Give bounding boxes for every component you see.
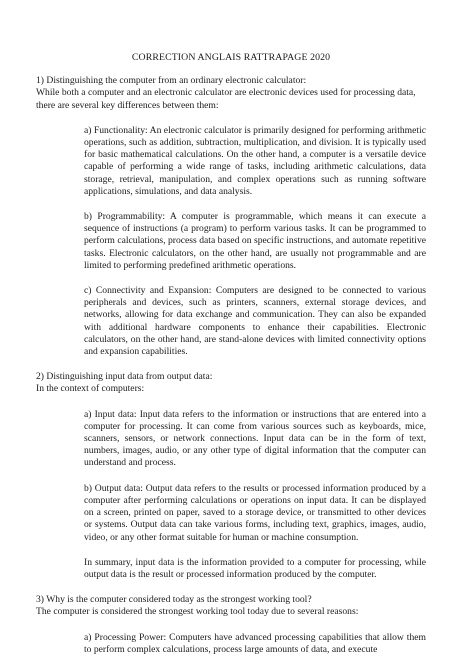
section-3-heading: 3) Why is the computer considered today as the strongest working tool? xyxy=(36,594,312,606)
section-2-item-a: a) Input data: Input data refers to the information or instructions that are entered into a computer for processing. It can come from various sources such as keyboards, mice, scanners, sensors, or network connections. Input data can be in the form of text, numbers, images, audio, or any other type of digital information that the computer can understand and process. xyxy=(84,408,426,469)
section-2 xyxy=(36,371,426,581)
section-2-intro: In the context of computers: xyxy=(36,383,145,395)
section-1 xyxy=(36,75,426,358)
section-3-item-a: a) Processing Power: Computers have advanced processing capabilities that allow them to perform complex calculations, process large amounts of data, and execute xyxy=(84,631,426,655)
section-3-intro: The computer is considered the strongest working tool today due to several reasons: xyxy=(36,606,359,618)
section-1-item-a: a) Functionality: An electronic calculator is primarily designed for performing arithmetic operations, such as addition, subtraction, multiplication, and division. It is typically used for basic mathematical calculations. On the other hand, a computer is a versatile device capable of performing a wide range of tasks, including arithmetic calculations, data storage, retrieval, manipulation, and complex operations such as running software applications, simulations, and data analysis. xyxy=(84,124,426,197)
section-1-item-b: b) Programmability: A computer is programmable, which means it can execute a sequence of instructions (a program) to perform various tasks. It can be programmed to perform calculations, process data based on specific instructions, and automate repetitive tasks. Electronic calculators, on the other hand, are usually not programmable and are limited to performing predefined arithmetic operations. xyxy=(84,211,426,271)
section-1-heading: 1) Distinguishing the computer from an ordinary electronic calculator: xyxy=(36,75,307,87)
section-1-item-c: c) Connectivity and Expansion: Computers are designed to be connected to various peripherals and devices, such as printers, scanners, external storage devices, and networks, allowing for data exchange and communication. They can also be expanded with additional hardware components to enhance their capabilities. Electronic calculators, on the other hand, are stand-alone devices with limited connectivity options and expansion capabilities. xyxy=(84,285,426,358)
section-2-item-b: b) Output data: Output data refers to the results or processed information produced by a computer after performing calculations or operations on input data. It can be displayed on a screen, printed on paper, saved to a storage device, or transmitted to other devices or systems. Output data can take various forms, including text, graphics, images, audio, video, or any other format suitable for human or machine consumption. xyxy=(84,482,426,543)
section-2-heading: 2) Distinguishing input data from output data: xyxy=(36,371,213,383)
section-1-intro: While both a computer and an electronic calculator are electronic devices used for processing data, there are several key differences between them: xyxy=(36,87,416,111)
document-title: CORRECTION ANGLAIS RATTRAPAGE 2020 xyxy=(131,52,331,63)
section-2-summary: In summary, input data is the information provided to a computer for processing, while output data is the result or processed information produced by the computer. xyxy=(84,556,426,580)
section-3 xyxy=(36,594,426,656)
